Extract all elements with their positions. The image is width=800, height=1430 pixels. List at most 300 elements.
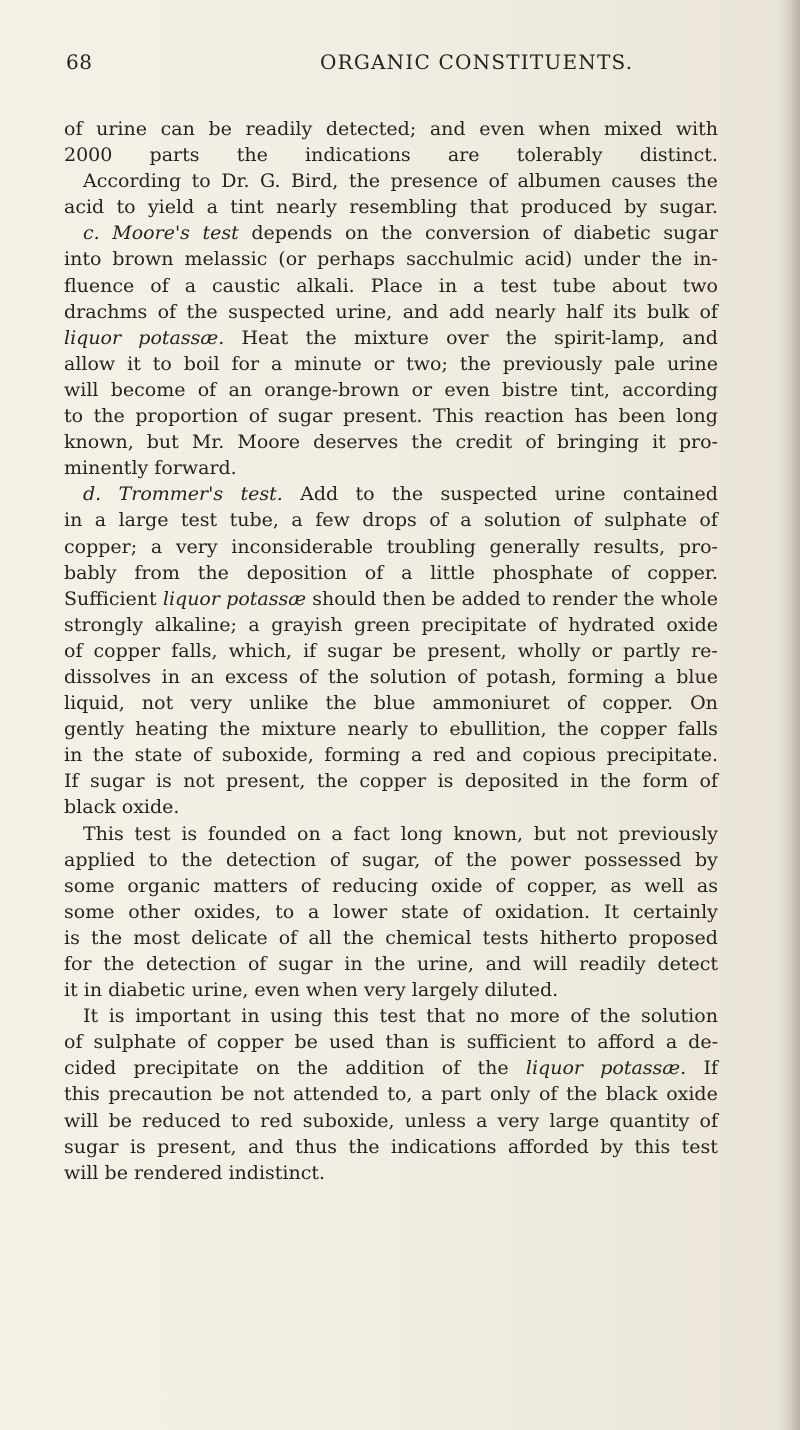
word: for — [231, 352, 260, 375]
word: add — [448, 300, 485, 323]
word: copper — [359, 770, 427, 793]
word: Moore — [237, 431, 301, 454]
word: detection — [145, 953, 237, 975]
word: little — [430, 561, 476, 584]
word: test — [180, 509, 218, 532]
word: that — [426, 1005, 466, 1028]
word: in — [241, 1005, 260, 1028]
word: can — [160, 118, 195, 140]
text-line-content — [64, 899, 718, 925]
word: but — [533, 822, 566, 845]
word: added — [461, 587, 521, 610]
word: of — [248, 405, 268, 428]
word: and — [402, 300, 439, 323]
text-line-content — [64, 664, 718, 690]
word: the — [90, 926, 123, 949]
text-line — [64, 1081, 718, 1107]
word: in — [570, 770, 589, 793]
word: dissolves — [64, 665, 151, 688]
text-line — [64, 899, 718, 925]
word: yield — [147, 196, 195, 219]
word: of — [573, 509, 592, 532]
word: the — [599, 770, 632, 793]
word: copper — [599, 718, 667, 741]
word: will — [532, 953, 568, 975]
word: the — [92, 744, 125, 767]
word: chemical — [385, 926, 472, 949]
word: boil — [183, 352, 220, 375]
word: to — [230, 1109, 251, 1132]
word: test — [681, 1135, 718, 1158]
word: a — [476, 1109, 488, 1132]
text-line — [64, 194, 718, 220]
text-line-content — [64, 638, 718, 664]
word: presence — [390, 170, 479, 193]
word: of — [538, 613, 557, 636]
text-line — [64, 455, 718, 481]
text-run: will be rendered indistinct. — [64, 1161, 326, 1184]
text-line — [64, 847, 718, 873]
word: copper, — [526, 874, 598, 897]
word: in — [344, 953, 363, 975]
word: Add — [300, 483, 339, 506]
word: matters — [213, 874, 288, 897]
text-line — [64, 977, 718, 1003]
word: urine — [96, 118, 147, 140]
word: unless — [404, 1109, 466, 1132]
text-line — [64, 1108, 718, 1134]
word: of — [570, 1005, 589, 1028]
word: mixture — [353, 326, 429, 349]
word: a — [184, 274, 197, 297]
word: of — [64, 1031, 83, 1054]
word: mixed — [603, 118, 663, 140]
word: oxide — [666, 613, 718, 636]
word: ammoniuret — [432, 692, 550, 715]
word: the — [348, 170, 380, 193]
word: in — [438, 274, 458, 297]
text-line — [64, 638, 718, 664]
word: On — [690, 692, 718, 715]
word: some — [64, 874, 115, 897]
word: with — [675, 118, 718, 140]
text-line-content — [64, 796, 179, 818]
word: detection — [225, 848, 317, 871]
word: in — [64, 509, 83, 532]
word: even — [444, 378, 490, 401]
text-line — [64, 560, 718, 586]
word: perhaps — [317, 248, 396, 271]
word: to — [64, 405, 84, 428]
word: test — [500, 274, 537, 297]
word: by — [600, 1135, 624, 1158]
word: and — [429, 118, 466, 140]
word: resembling — [349, 196, 458, 219]
word: re- — [691, 639, 718, 662]
word: long — [400, 822, 443, 845]
word: copper — [216, 1031, 284, 1054]
word: conversion — [424, 222, 530, 245]
word: few — [315, 509, 350, 532]
word: sugar — [278, 953, 333, 975]
word: caustic — [212, 274, 281, 297]
italic-word: potassæ. — [138, 326, 225, 349]
text-line-content — [64, 1134, 718, 1160]
text-line-content — [64, 873, 718, 899]
word: become — [110, 378, 186, 401]
word: is — [108, 1005, 125, 1028]
word: a — [665, 1031, 678, 1054]
word: or — [373, 352, 395, 375]
word: suboxide, — [221, 744, 314, 767]
word: large — [118, 509, 169, 532]
word: two; — [406, 352, 448, 375]
text-line — [64, 116, 718, 142]
word: to — [191, 170, 211, 193]
word: of — [610, 561, 630, 584]
word: the — [651, 248, 683, 271]
word: sulphate — [604, 509, 687, 532]
text-line-content — [64, 429, 718, 455]
word: the — [197, 561, 229, 584]
word: oxides, — [193, 900, 262, 923]
word: well — [644, 874, 685, 897]
text-line-content — [64, 351, 718, 377]
word: the — [186, 300, 218, 323]
word: is — [129, 1135, 146, 1158]
word: previously — [618, 822, 718, 845]
word: a — [271, 352, 283, 375]
text-line — [64, 403, 718, 429]
word: orange-brown — [264, 378, 400, 401]
text-line-content — [64, 1081, 718, 1107]
word: than — [385, 1031, 429, 1054]
word: of — [298, 665, 318, 688]
text-line-content — [64, 925, 718, 951]
word: drops — [362, 509, 417, 532]
text-line-content — [64, 534, 718, 560]
word: state — [134, 744, 183, 767]
word: of — [457, 665, 476, 688]
word: present, — [226, 770, 306, 793]
word: the — [297, 1057, 329, 1080]
word: half — [566, 300, 603, 323]
word: forming — [324, 744, 401, 767]
text-line — [64, 1134, 718, 1160]
word: long — [676, 405, 718, 428]
word: nearly — [347, 718, 409, 741]
text-line — [64, 325, 718, 351]
word: brown — [112, 248, 174, 271]
word: alkaline; — [154, 613, 237, 636]
text-line-content — [83, 168, 718, 194]
word: founded — [207, 822, 287, 845]
word: if — [303, 639, 317, 662]
text-line-content — [64, 1162, 325, 1184]
word: Sufficient — [64, 587, 157, 610]
word: acid) — [524, 248, 573, 271]
text-line-content — [83, 1003, 718, 1029]
word: the — [325, 692, 357, 715]
word: a — [460, 509, 472, 532]
text-line — [64, 586, 718, 612]
word: copious — [522, 744, 597, 767]
word: present. — [342, 405, 423, 428]
word: falls, — [171, 639, 218, 662]
word: sugar — [327, 639, 382, 662]
word: of — [699, 300, 718, 323]
word: pale — [614, 352, 656, 375]
word: known, — [64, 431, 134, 454]
word: of — [329, 848, 349, 871]
text-line — [64, 481, 718, 507]
word: a — [331, 822, 343, 845]
word: bistre — [502, 378, 559, 401]
word: the — [181, 848, 213, 871]
word: not — [576, 822, 608, 845]
word: of — [429, 509, 448, 532]
word: an — [228, 378, 253, 401]
word: this — [64, 1083, 100, 1106]
word: allow — [64, 352, 116, 375]
word: on — [256, 1057, 280, 1080]
word: in — [161, 665, 180, 688]
text-line-content — [83, 481, 718, 507]
word: of — [157, 300, 177, 323]
word: by — [624, 196, 648, 219]
text-line-content — [64, 560, 718, 586]
word: an — [190, 665, 215, 688]
word: a — [307, 900, 320, 923]
word: the — [686, 170, 718, 193]
word: of — [566, 692, 586, 715]
word: has — [574, 405, 608, 428]
word: be — [208, 118, 232, 140]
word: even — [479, 118, 525, 140]
text-line-content — [64, 586, 718, 612]
word: into — [64, 248, 102, 271]
word: spirit-lamp, — [554, 326, 665, 349]
text-line-content — [64, 690, 718, 716]
word: the — [327, 665, 360, 688]
word: pro- — [678, 535, 718, 558]
word: it — [652, 431, 666, 454]
word: very — [497, 1109, 540, 1132]
word: of — [699, 770, 718, 793]
word: and — [247, 1135, 284, 1158]
word: credit — [455, 431, 513, 454]
word: melassic — [184, 248, 268, 271]
word: distinct. — [639, 144, 718, 167]
word: large — [549, 1109, 600, 1132]
text-line — [64, 742, 718, 768]
word: oxide — [666, 1083, 718, 1106]
word: the — [381, 222, 413, 245]
text-line-content — [64, 1029, 718, 1055]
word: part — [441, 1083, 482, 1106]
word: proposed — [628, 926, 718, 949]
word: only — [489, 1083, 531, 1106]
word: present, — [427, 639, 507, 662]
word: of — [433, 848, 453, 871]
text-line — [64, 794, 718, 820]
word: of — [462, 900, 482, 923]
word: to, — [387, 1083, 413, 1106]
word: of — [150, 274, 169, 297]
word: urine, — [335, 300, 393, 323]
word: phosphate — [492, 561, 594, 584]
word: causes — [611, 170, 677, 193]
word: Place — [370, 274, 423, 297]
text-line — [64, 507, 718, 533]
word: afford — [597, 1031, 655, 1054]
word: but — [146, 431, 179, 454]
word: fact — [353, 822, 391, 845]
word: about — [611, 274, 667, 297]
word: pro- — [678, 431, 718, 454]
text-line-content — [64, 716, 718, 742]
text-line-content — [64, 1055, 718, 1081]
word: this — [333, 1005, 369, 1028]
word: mixture — [261, 718, 337, 741]
word: contained — [622, 483, 718, 506]
text-run: it in diabetic urine, even when very largely diluted. — [64, 979, 559, 1002]
word: green — [354, 613, 411, 636]
word: attended — [293, 1083, 379, 1106]
italic-word: Moore's — [112, 222, 190, 245]
word: of — [197, 378, 217, 401]
text-line-content — [64, 457, 237, 479]
word: sugar. — [659, 196, 718, 219]
word: two — [682, 274, 718, 297]
italic-word: c. — [83, 222, 100, 245]
word: heating — [135, 718, 209, 741]
text-line-content — [64, 507, 718, 533]
word: red — [432, 744, 466, 767]
word: and — [485, 953, 522, 975]
word: be — [221, 1083, 245, 1106]
word: this — [634, 1135, 671, 1158]
word: all — [308, 926, 332, 949]
word: that — [469, 196, 509, 219]
word: results, — [593, 535, 666, 558]
word: is — [439, 1031, 456, 1054]
word: sulphate — [93, 1031, 177, 1054]
word: tests — [482, 926, 529, 949]
text-line — [64, 664, 718, 690]
word: the — [623, 587, 655, 610]
text-line — [64, 925, 718, 951]
word: of — [300, 874, 320, 897]
word: sacchulmic — [406, 248, 514, 271]
word: using — [270, 1005, 323, 1028]
word: precipitate — [421, 613, 527, 636]
body-text — [64, 116, 718, 1186]
word: test — [134, 822, 171, 845]
word: suspected — [228, 300, 325, 323]
word: bulk — [647, 300, 690, 323]
word: or — [591, 639, 613, 662]
word: been — [618, 405, 666, 428]
word: de- — [688, 1031, 718, 1054]
word: sugar — [277, 405, 333, 428]
word: the — [465, 848, 497, 871]
word: of — [187, 1031, 206, 1054]
word: whole — [660, 587, 718, 610]
word: hydrated — [568, 613, 655, 636]
italic-word: Trommer's — [118, 483, 224, 506]
word: detect — [657, 953, 718, 975]
word: of — [64, 639, 83, 662]
word: certainly — [632, 900, 718, 923]
word: indications — [305, 144, 411, 167]
word: not — [253, 1083, 285, 1106]
text-line-content — [64, 194, 718, 220]
word: is — [155, 770, 172, 793]
word: most — [133, 926, 181, 949]
word: tint — [230, 196, 264, 219]
text-line-content — [64, 768, 718, 794]
word: as — [610, 874, 632, 897]
word: sugar — [64, 1135, 119, 1158]
word: known, — [453, 822, 524, 845]
word: liquid, — [64, 692, 125, 715]
text-line-content — [64, 273, 718, 299]
word: no — [475, 1005, 500, 1028]
word: nearly — [494, 300, 556, 323]
text-line-content — [83, 821, 718, 847]
word: important — [135, 1005, 231, 1028]
word: to — [152, 352, 172, 375]
word: state — [401, 900, 449, 923]
word: a — [94, 509, 107, 532]
word: forming — [567, 665, 644, 688]
word: urine — [667, 352, 718, 375]
word: thus — [295, 1135, 337, 1158]
word: Mr. — [191, 431, 225, 454]
word: a — [473, 274, 485, 297]
italic-word: test — [202, 222, 239, 245]
text-line-content — [64, 325, 718, 351]
word: readily — [245, 118, 313, 140]
word: the — [305, 326, 337, 349]
text-line-content — [64, 299, 718, 325]
word: indications — [390, 1135, 497, 1158]
word: when — [538, 118, 591, 140]
word: delicate — [191, 926, 268, 949]
word: reducing — [332, 874, 419, 897]
word: are — [447, 144, 480, 167]
word: afforded — [507, 1135, 589, 1158]
word: applied — [64, 848, 136, 871]
word: of — [699, 1109, 718, 1132]
text-line — [64, 873, 718, 899]
word: of — [441, 1057, 461, 1080]
word: If — [64, 770, 79, 793]
word: a — [410, 744, 423, 767]
word: more — [509, 1005, 560, 1028]
word: the — [391, 483, 424, 506]
word: the — [103, 953, 135, 975]
word: excess — [224, 665, 289, 688]
word: of — [542, 222, 561, 245]
word: to — [148, 848, 168, 871]
text-line — [64, 821, 718, 847]
word: not — [183, 770, 215, 793]
word: It — [603, 900, 620, 923]
word: troubling — [386, 535, 476, 558]
word: precipitate — [133, 1057, 239, 1080]
